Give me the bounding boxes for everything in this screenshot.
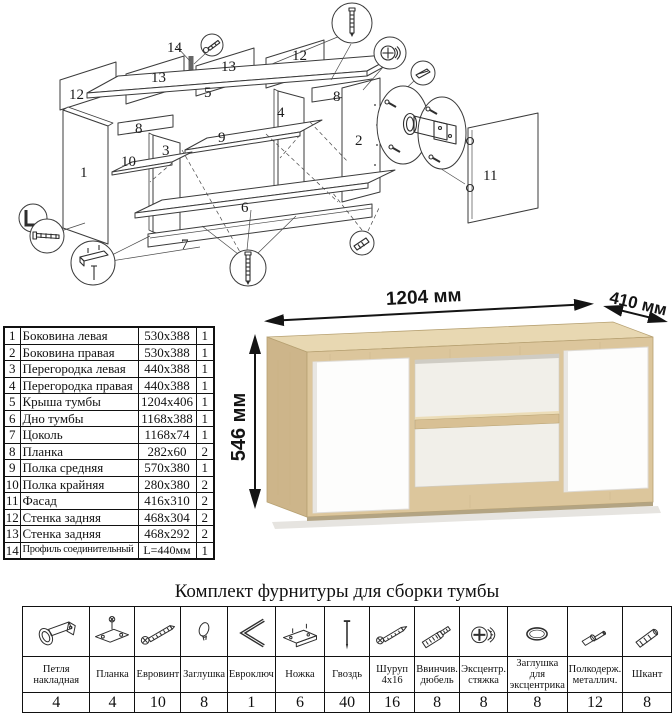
part-size: 468x304 [138, 509, 196, 526]
parts-row [4, 344, 214, 361]
width-dimension-label: 1204 мм [385, 285, 463, 310]
hardware-icon-cell [23, 607, 90, 657]
cabinet-left-face [267, 337, 307, 517]
part-size: 570x380 [138, 460, 196, 477]
part-number-label: 13 [221, 59, 236, 75]
part-name: Дно тумбы [20, 410, 138, 427]
hardware-icon-cell [415, 607, 460, 657]
callout-hinge-detail [377, 86, 466, 169]
part-no: 3 [4, 361, 20, 378]
part-size: 530x388 [138, 344, 196, 361]
hardware-qty: 4 [90, 693, 135, 713]
part-qty: 1 [196, 410, 214, 427]
hardware-label: Заглушка для эксцентрика [508, 657, 568, 693]
parts-row [4, 443, 214, 460]
part-no: 8 [4, 443, 20, 460]
part-number-label: 9 [218, 130, 226, 146]
part-qty: 2 [196, 526, 214, 543]
part-no: 14 [5, 542, 19, 558]
part-name: Фасад [20, 493, 138, 510]
part-left-side-panel [63, 107, 113, 244]
part-number-label: 4 [277, 105, 285, 121]
right-door [564, 347, 648, 492]
hardware-label: Планка [90, 657, 135, 693]
part-name: Полка средняя [20, 460, 138, 477]
hardware-kit-title: Комплект фурнитуры для сборки тумбы [174, 581, 500, 602]
callout-foot-nail [71, 241, 115, 285]
part-no: 4 [4, 377, 20, 394]
hardware-icon-cell [275, 607, 324, 657]
callout-screw-small [201, 34, 223, 56]
part-no: 2 [4, 344, 20, 361]
part-number-label: 2 [355, 133, 363, 149]
hardware-qty: 6 [275, 693, 324, 713]
part-number-label: 7 [181, 237, 189, 253]
dowel-screw-icon [415, 611, 459, 655]
hardware-label: Гвоздь [325, 657, 370, 693]
hardware-qty: 10 [135, 693, 181, 713]
part-size: 1204x406 [138, 394, 196, 411]
part-name: Стенка задняя [20, 526, 138, 543]
assembled-cabinet-figure [228, 285, 672, 558]
cap-icon [182, 611, 226, 655]
part-no: 5 [4, 394, 20, 411]
plate-icon [90, 611, 134, 655]
part-number-label: 12 [69, 87, 84, 103]
part-no: 12 [5, 509, 19, 525]
part-name: Цоколь [20, 427, 138, 444]
hardware-qty: 8 [415, 693, 460, 713]
parts-row [4, 327, 214, 344]
hardware-icon-cell [90, 607, 135, 657]
callout-euro-screw-horizontal [30, 219, 64, 253]
hardware-qty: 8 [181, 693, 228, 713]
part-name: Профиль соединительный [20, 542, 138, 559]
hardware-label: Полкодерж. металлич. [567, 657, 623, 693]
foot-icon [278, 611, 322, 655]
callout-cam-lock [374, 37, 406, 69]
part-size: 282x60 [138, 443, 196, 460]
hardware-label: Ножка [275, 657, 324, 693]
part-qty: 1 [196, 344, 214, 361]
part-size: 468x292 [138, 526, 196, 543]
hardware-icon-cell [181, 607, 228, 657]
cam-cap-icon [515, 611, 559, 655]
left-door-edge-shadow [313, 362, 317, 513]
part-name: Перегородка левая [20, 361, 138, 378]
part-number-label: 8 [333, 89, 341, 105]
part-name: Стенка задняя [20, 509, 138, 526]
callout-dowel [350, 231, 374, 255]
hardware-label: Эксцентр. стяжка [460, 657, 508, 693]
part-qty: 2 [196, 476, 214, 493]
hardware-qty: 40 [325, 693, 370, 713]
parts-row [4, 460, 214, 477]
cam-lock-icon [462, 611, 506, 655]
part-no: 13 [5, 526, 19, 542]
hardware-icon-cell [325, 607, 370, 657]
part-number-label: 5 [204, 85, 212, 101]
parts-row [4, 427, 214, 444]
height-dimension-label: 546 мм [228, 392, 250, 462]
part-size: 530x388 [138, 327, 196, 344]
hardware-icon-cell [623, 607, 672, 657]
hardware-qty: 12 [567, 693, 623, 713]
hardware-label: Заглушка [181, 657, 228, 693]
callout-connector-piece [411, 61, 435, 85]
parts-row [4, 377, 214, 394]
part-number-label: 1 [80, 165, 88, 181]
callout-confirmat-bottom [230, 250, 266, 286]
hardware-icon-cell [227, 607, 275, 657]
hardware-qty: 16 [370, 693, 415, 713]
hardware-icon-cell [135, 607, 181, 657]
part-no: 10 [5, 476, 19, 492]
part-qty: 1 [196, 377, 214, 394]
parts-row [4, 542, 214, 559]
part-no: 9 [4, 460, 20, 477]
part-qty: 2 [196, 493, 214, 510]
hardware-label: Евроключ [227, 657, 275, 693]
part-no: 6 [4, 410, 20, 427]
part-number-label: 10 [121, 154, 136, 170]
part-qty: 1 [196, 361, 214, 378]
hardware-label: Ввинчив. дюбель [415, 657, 460, 693]
screw-icon [370, 611, 414, 655]
hardware-icon-cell [370, 607, 415, 657]
part-no: 1 [4, 327, 20, 344]
hardware-label: Евровинт [135, 657, 181, 693]
part-qty: 1 [196, 542, 214, 559]
hardware-label: Шуруп 4x16 [370, 657, 415, 693]
parts-row [4, 493, 214, 510]
part-number-label: 8 [135, 121, 143, 137]
part-number-label: 11 [483, 168, 498, 184]
part-qty: 1 [196, 427, 214, 444]
callout-confirmat-top [332, 3, 372, 43]
parts-row [4, 410, 214, 427]
part-size: 1168x388 [138, 410, 196, 427]
shelf-support-icon [573, 611, 617, 655]
part-number-label: 13 [151, 70, 166, 86]
part-size: 280x380 [138, 476, 196, 493]
part-facade-door [467, 113, 539, 223]
part-no: 7 [4, 427, 20, 444]
hardware-qty: 1 [227, 693, 275, 713]
part-size: L=440мм [138, 542, 196, 559]
part-size: 440x388 [138, 377, 196, 394]
hardware-qty: 8 [460, 693, 508, 713]
part-number-label: 6 [241, 200, 249, 216]
hardware-qty: 4 [23, 693, 90, 713]
euro-screw-icon [136, 611, 180, 655]
part-qty: 2 [196, 443, 214, 460]
nail-icon [325, 611, 369, 655]
part-qty: 1 [196, 460, 214, 477]
part-name: Полка крайняя [20, 476, 138, 493]
part-name: Планка [20, 443, 138, 460]
hardware-icon-cell [460, 607, 508, 657]
part-number-label: 14 [167, 40, 182, 56]
part-qty: 1 [196, 327, 214, 344]
part-qty: 2 [196, 509, 214, 526]
part-name: Боковина левая [20, 327, 138, 344]
part-number-label: 3 [162, 143, 170, 159]
depth-dimension-label: 410 мм [607, 287, 669, 320]
part-name: Перегородка правая [20, 377, 138, 394]
part-size: 1168x74 [138, 427, 196, 444]
part-size: 416x310 [138, 493, 196, 510]
parts-row [4, 361, 214, 378]
part-size: 440x388 [138, 361, 196, 378]
hardware-qty: 8 [623, 693, 672, 713]
parts-row [4, 509, 214, 526]
part-strip-left [118, 115, 173, 135]
hardware-qty: 8 [508, 693, 568, 713]
hardware-label: Петля накладная [23, 657, 90, 693]
parts-row [4, 476, 214, 493]
parts-list-table [3, 326, 215, 560]
parts-row [4, 394, 214, 411]
right-door-edge-shadow [564, 351, 568, 492]
part-name: Крыша тумбы [20, 394, 138, 411]
dowel-icon [625, 611, 669, 655]
hex-key-icon [229, 611, 273, 655]
hardware-table [22, 606, 672, 713]
part-qty: 1 [196, 394, 214, 411]
left-door [313, 358, 409, 513]
hardware-icon-cell [567, 607, 623, 657]
part-no: 11 [5, 493, 19, 509]
hardware-icon-cell [508, 607, 568, 657]
hardware-label: Шкант [623, 657, 672, 693]
part-number-label: 12 [292, 48, 307, 64]
part-name: Боковина правая [20, 344, 138, 361]
exploded-assembly-diagram [0, 0, 672, 300]
hinge-icon [34, 611, 78, 655]
parts-row [4, 526, 214, 543]
